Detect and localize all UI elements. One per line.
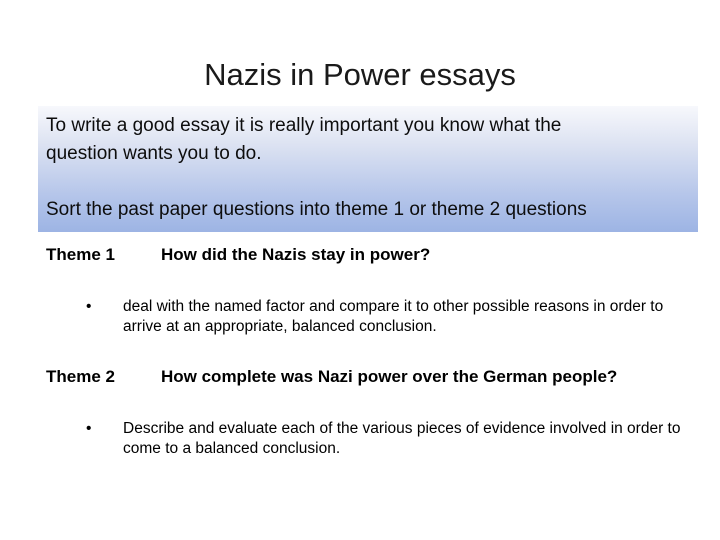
- instruction-box: [38, 106, 698, 232]
- slide-title: Nazis in Power essays: [204, 57, 516, 92]
- theme-2-label: Theme 2: [46, 367, 115, 386]
- instruction-line-2: question wants you to do.: [46, 143, 262, 164]
- theme-1-bullet-text: deal with the named factor and compare it to other possible reasons in order to arrive at an appropriate, balanced conclusion.: [123, 298, 664, 335]
- instruction-line-3: Sort the past paper questions into theme 1 or theme 2 questions: [46, 199, 587, 220]
- theme-2-bullet: [86, 419, 706, 459]
- theme-2-question: How complete was Nazi power over the German people?: [161, 367, 618, 386]
- theme-1-label: Theme 1: [46, 245, 115, 264]
- theme-1-bullet: [86, 297, 706, 337]
- theme-1-heading: [46, 244, 430, 266]
- instruction-spacer: [46, 168, 690, 196]
- theme-2-heading: [46, 366, 617, 388]
- theme-2-bullet-text: Describe and evaluate each of the various pieces of evidence involved in order to come to a balanced conclusion.: [123, 420, 681, 457]
- bullet-point-icon: •: [86, 420, 92, 437]
- theme-1-question: How did the Nazis stay in power?: [161, 245, 431, 264]
- instruction-line-1: To write a good essay it is really important you know what the: [46, 115, 562, 136]
- bullet-point-icon: •: [86, 298, 92, 315]
